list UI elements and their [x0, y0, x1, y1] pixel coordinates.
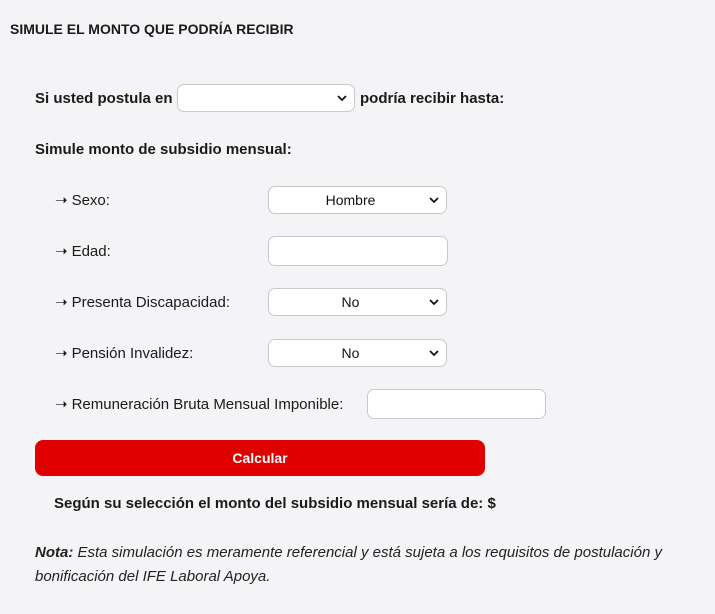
postula-suffix-row — [360, 85, 504, 111]
note-text: Esta simulación es meramente referencial y está sujeta a los requisitos de postulación y bonificación del IFE Laboral Apoya. — [35, 544, 662, 585]
field-edad — [55, 238, 111, 264]
field-remuneracion — [55, 391, 343, 417]
discapacidad-select-wrap — [268, 288, 447, 316]
arrow-right-icon: ➝ — [55, 192, 68, 209]
note-label: Nota: — [35, 544, 74, 561]
edad-input[interactable] — [268, 236, 448, 266]
pension-select[interactable] — [268, 339, 447, 367]
sexo-label: Sexo: — [71, 191, 110, 209]
subsidio-title: Simule monto de subsidio mensual: — [35, 140, 292, 158]
arrow-right-icon: ➝ — [55, 243, 68, 260]
field-discapacidad — [55, 289, 230, 315]
field-sexo — [55, 187, 110, 213]
pension-label: Pensión Invalidez: — [71, 344, 194, 362]
result-text: Según su selección el monto del subsidio mensual sería de: $ — [54, 495, 496, 512]
field-pension — [55, 340, 193, 366]
sexo-select[interactable] — [268, 186, 447, 214]
pension-select-wrap — [268, 339, 447, 367]
postula-suffix-label: podría recibir hasta: — [360, 89, 505, 107]
disclaimer-note — [35, 541, 700, 589]
edad-label: Edad: — [71, 242, 111, 260]
page-title: SIMULE EL MONTO QUE PODRÍA RECIBIR — [10, 21, 294, 37]
arrow-right-icon: ➝ — [55, 396, 68, 413]
discapacidad-label: Presenta Discapacidad: — [71, 293, 231, 311]
postula-select-wrap — [177, 84, 355, 112]
postula-row — [35, 85, 173, 111]
arrow-right-icon: ➝ — [55, 294, 68, 311]
remuneracion-label: Remuneración Bruta Mensual Imponible: — [71, 395, 344, 413]
arrow-right-icon: ➝ — [55, 345, 68, 362]
postula-prefix-label: Si usted postula en — [35, 89, 173, 107]
subsidio-title-row — [35, 136, 292, 162]
discapacidad-select[interactable] — [268, 288, 447, 316]
calcular-button[interactable]: Calcular — [35, 440, 485, 476]
sexo-select-wrap — [268, 186, 447, 214]
postula-select[interactable] — [177, 84, 355, 112]
remuneracion-input[interactable] — [367, 389, 546, 419]
